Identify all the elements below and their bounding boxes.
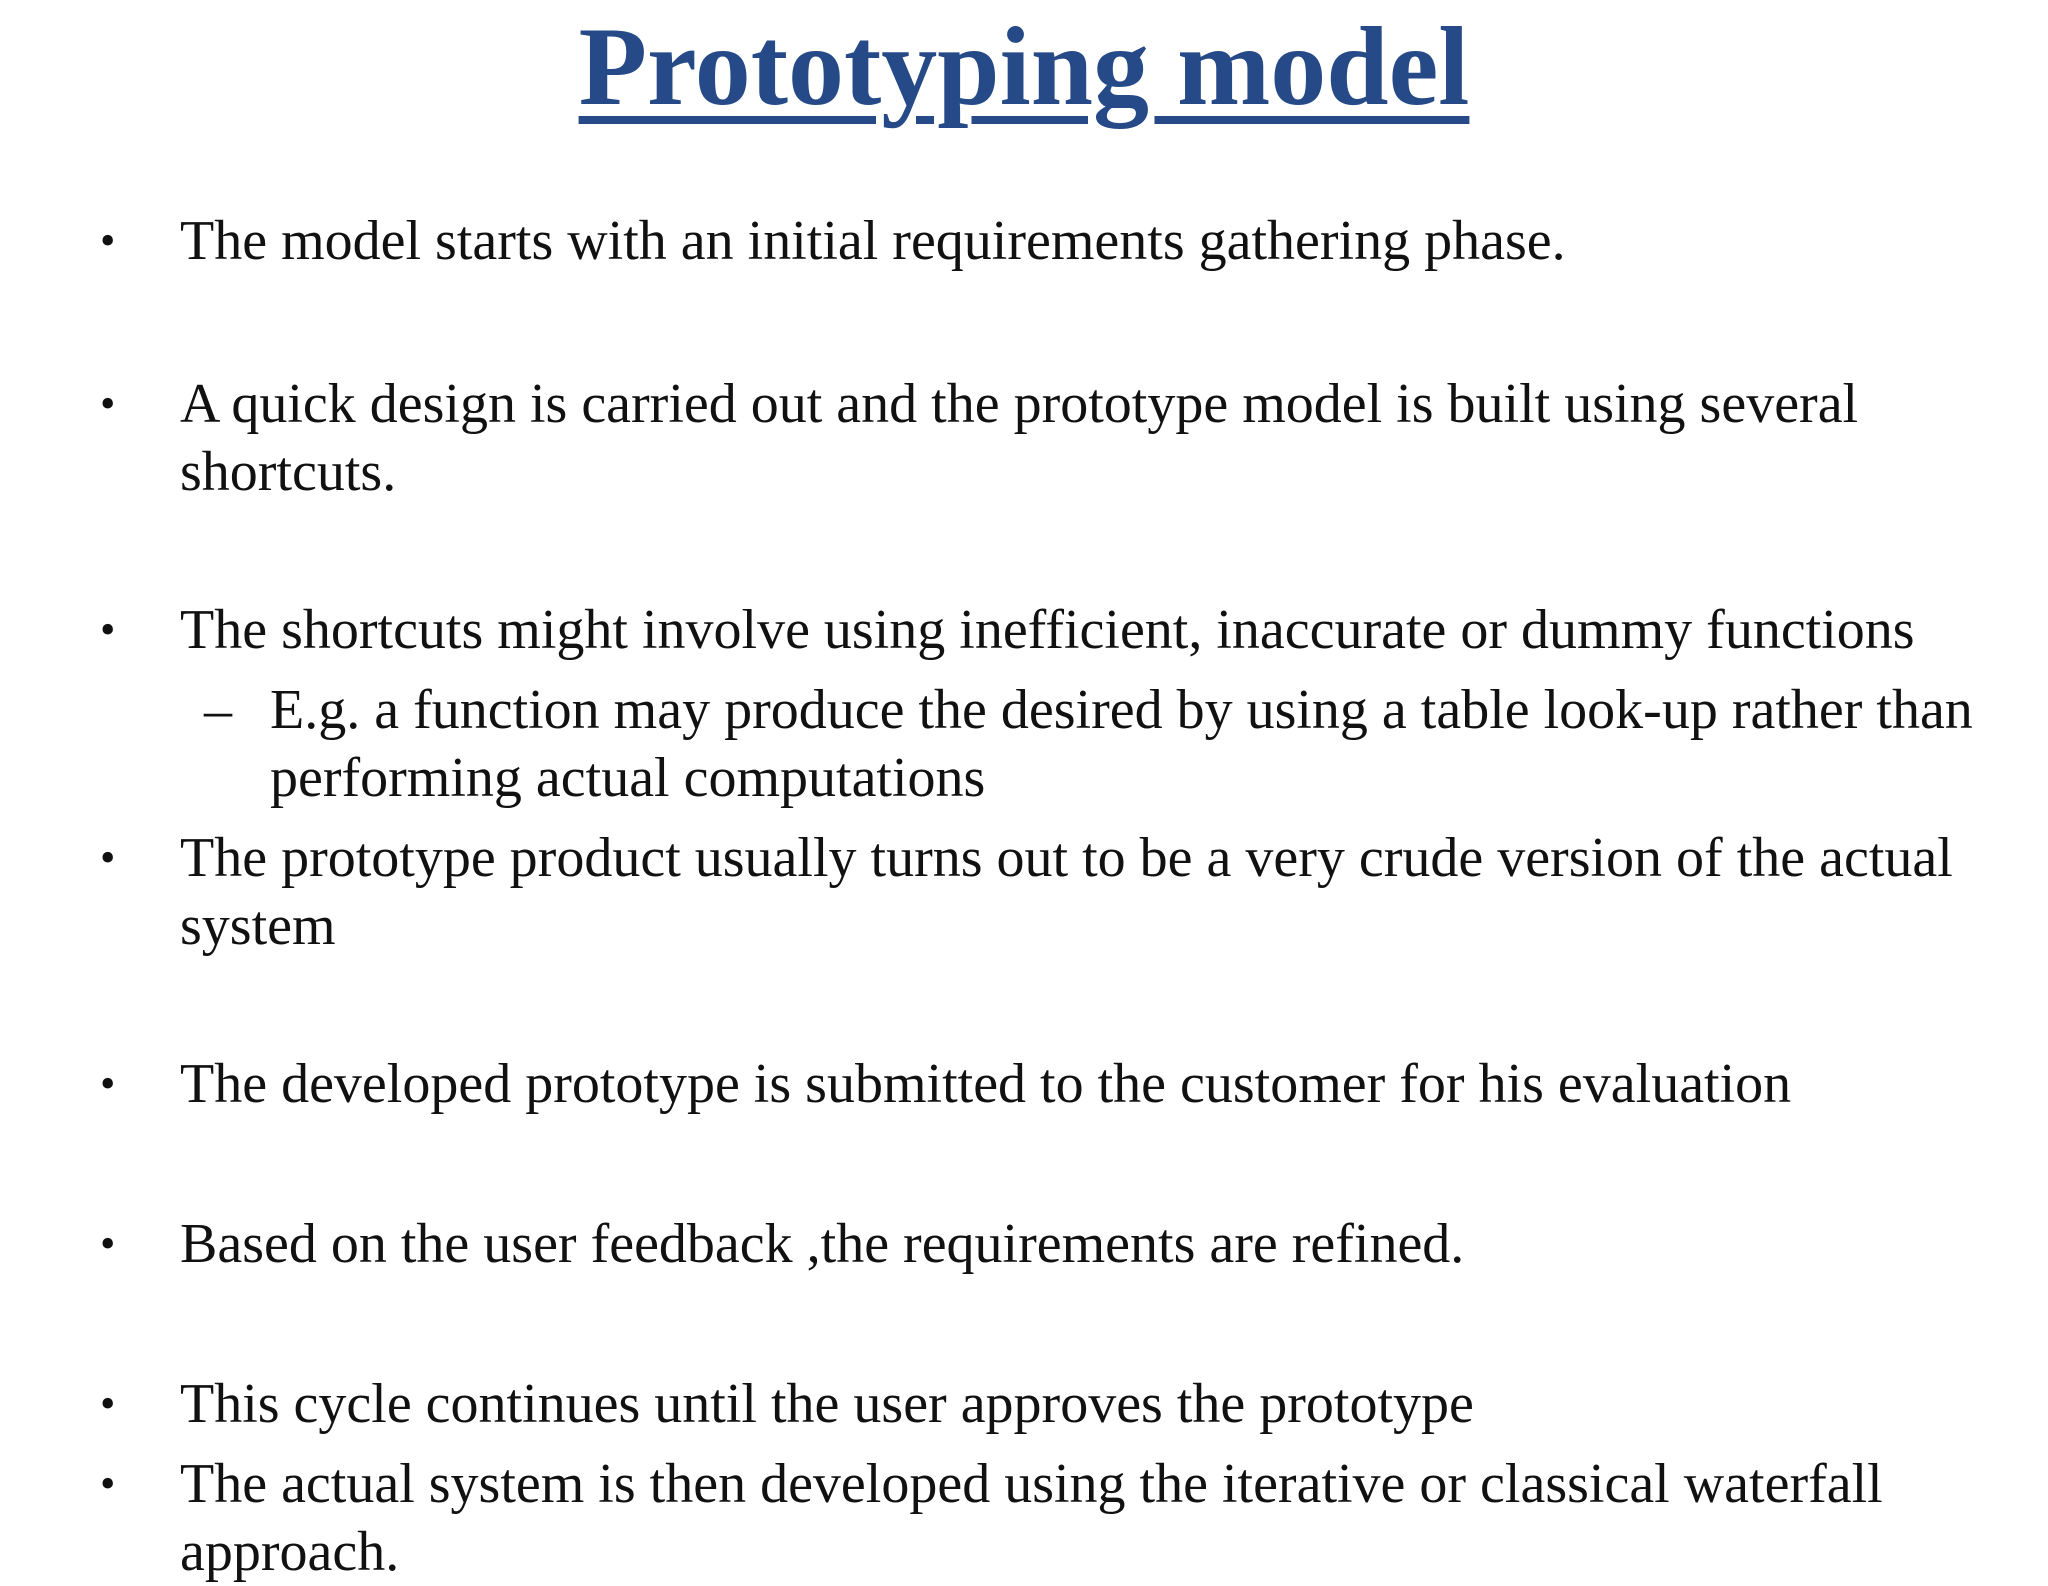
bullet-icon: •: [100, 379, 116, 428]
bullet-icon: •: [100, 1219, 116, 1268]
bullet-text: Based on the user feedback ,the requirements are refined.: [180, 1213, 1465, 1275]
bullet-icon: •: [100, 216, 116, 265]
bullet-icon: •: [100, 1059, 116, 1108]
slide-title: Prototyping model: [578, 5, 1470, 129]
bullet-text: The actual system is then developed using the iterative or classical waterfall approach.: [180, 1453, 1883, 1583]
bullet-text: The model starts with an initial requirements gathering phase.: [180, 210, 1566, 272]
bullet-text: The prototype product usually turns out to be a very crude version of the actual system: [180, 827, 1953, 957]
bullet-text: The shortcuts might involve using inefficient, inaccurate or dummy functions: [180, 599, 1915, 661]
bullet-text: The developed prototype is submitted to the customer for his evaluation: [180, 1053, 1792, 1115]
bullet-icon: •: [100, 833, 116, 882]
bullet-icon: •: [100, 1459, 116, 1508]
dash-icon: –: [204, 679, 232, 741]
bullet-text: This cycle continues until the user approves the prototype: [180, 1373, 1474, 1435]
bullet-icon: •: [100, 605, 116, 654]
bullet-text: A quick design is carried out and the prototype model is built using several shortcuts.: [180, 373, 1859, 503]
sub-bullet-text: E.g. a function may produce the desired by using a table look-up rather than performing actual computations: [270, 679, 1973, 809]
bullet-icon: •: [100, 1379, 116, 1428]
